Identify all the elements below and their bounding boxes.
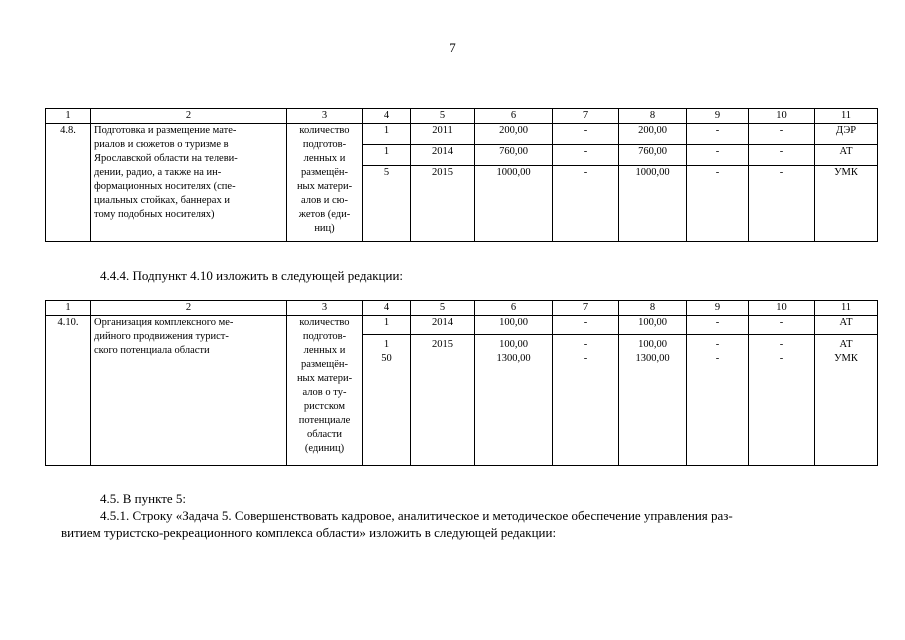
table-item-4-8 — [45, 108, 878, 242]
header-cell: 11 — [815, 109, 878, 124]
text-line: Организация комплексного ме- — [94, 317, 234, 328]
text-line: ленных и — [303, 345, 346, 356]
text-line: УМК — [834, 353, 858, 364]
text-line: 100,00 — [638, 339, 667, 350]
table-cell: 1000,00 — [475, 166, 553, 242]
table-cell: УМК — [815, 166, 878, 242]
header-cell: 4 — [363, 301, 411, 316]
text-line: тому подобных носителях) — [94, 209, 215, 220]
table-row — [46, 124, 878, 145]
table-cell: 1 — [363, 316, 411, 335]
table-cell: - — [553, 316, 619, 335]
table-cell: 100,00 — [619, 316, 687, 335]
text-line: области — [306, 429, 343, 440]
table-header-row — [46, 301, 878, 316]
header-cell: 9 — [687, 301, 749, 316]
text-line: формационных носителях (спе- — [94, 181, 236, 192]
text-line: - — [583, 339, 588, 350]
item-unit — [287, 316, 363, 466]
paragraph-4-4-4: 4.4.4. Подпункт 4.10 изложить в следующей редакции: — [100, 268, 404, 283]
header-cell: 8 — [619, 301, 687, 316]
header-cell: 4 — [363, 109, 411, 124]
text-line: количество — [299, 317, 350, 328]
paragraph-4-5: 4.5. В пункте 5: — [100, 491, 187, 506]
table-cell: - — [687, 124, 749, 145]
header-cell: 10 — [749, 109, 815, 124]
item-number: 4.10. — [46, 316, 91, 466]
text-line: ского потенциала области — [94, 345, 210, 356]
table-cell — [815, 335, 878, 466]
paragraph-4-5-1-line-1: 4.5.1. Строку «Задача 5. Совершенствовать кадровое, аналитическое и методическое обеспечение управления раз- — [100, 508, 733, 523]
table-cell: 760,00 — [619, 145, 687, 166]
text-line: алов и сю- — [300, 195, 349, 206]
text-line: дении, радио, а также на ин- — [94, 167, 222, 178]
text-line: Ярославской области на телеви- — [94, 153, 238, 164]
table-cell — [475, 335, 553, 466]
text-line: 100,00 — [499, 339, 528, 350]
text-line: циальных стойках, баннерах и — [94, 195, 230, 206]
table-row — [46, 316, 878, 335]
item-description — [91, 316, 287, 466]
text-line: - — [779, 353, 784, 364]
text-line: АТ — [839, 339, 853, 350]
table-cell: 2011 — [411, 124, 475, 145]
table-cell: - — [687, 316, 749, 335]
text-line: алов о ту- — [302, 387, 347, 398]
table-cell: - — [749, 145, 815, 166]
text-line: подготов- — [302, 331, 347, 342]
table-cell: 2014 — [411, 145, 475, 166]
item-number: 4.8. — [46, 124, 91, 242]
table-cell: - — [553, 145, 619, 166]
text-line: ниц) — [314, 223, 335, 234]
header-cell: 1 — [46, 301, 91, 316]
table-cell: 100,00 — [475, 316, 553, 335]
paragraph-4-5-1-line-2: витием туристско-рекреационного комплекса области» изложить в следующей редакции: — [61, 525, 557, 540]
table-cell — [411, 335, 475, 466]
text-line: (единиц) — [304, 443, 345, 454]
text-line: размещён- — [300, 167, 349, 178]
header-cell: 6 — [475, 109, 553, 124]
table-cell: ДЭР — [815, 124, 878, 145]
text-line: ных матери- — [296, 373, 353, 384]
item-unit — [287, 124, 363, 242]
page-number: 7 — [449, 40, 456, 55]
text-line: 1300,00 — [496, 353, 531, 364]
text-line: ристском — [303, 401, 346, 412]
header-cell: 6 — [475, 301, 553, 316]
table-cell: - — [553, 166, 619, 242]
table-cell — [749, 335, 815, 466]
header-cell: 8 — [619, 109, 687, 124]
table-cell — [363, 335, 411, 466]
table-cell: - — [687, 145, 749, 166]
table-cell: 2014 — [411, 316, 475, 335]
table-cell: - — [749, 316, 815, 335]
table-cell: 1 — [363, 145, 411, 166]
table-cell: 2015 — [411, 166, 475, 242]
text-line: размещён- — [300, 359, 349, 370]
header-cell: 3 — [287, 109, 363, 124]
text-line: дийного продвижения турист- — [94, 331, 229, 342]
text-line: 1 — [383, 339, 390, 350]
table-cell: 5 — [363, 166, 411, 242]
text-line: 2015 — [432, 339, 453, 350]
table-cell: - — [749, 166, 815, 242]
header-cell: 1 — [46, 109, 91, 124]
table-cell — [687, 335, 749, 466]
text-line: - — [583, 353, 588, 364]
text-line: - — [779, 339, 784, 350]
header-cell: 10 — [749, 301, 815, 316]
text-line: подготов- — [302, 139, 347, 150]
table-cell: - — [687, 166, 749, 242]
text-line: количество — [299, 125, 350, 136]
header-cell: 2 — [91, 109, 287, 124]
text-line: 50 — [381, 353, 392, 364]
header-cell: 3 — [287, 301, 363, 316]
item-description — [91, 124, 287, 242]
header-cell: 5 — [411, 301, 475, 316]
table-cell: АТ — [815, 316, 878, 335]
text-line: ленных и — [303, 153, 346, 164]
table-cell — [619, 335, 687, 466]
text-line: Подготовка и размещение мате- — [94, 125, 237, 136]
table-cell: 200,00 — [475, 124, 553, 145]
text-line: потенциале — [298, 415, 351, 426]
table-cell: 760,00 — [475, 145, 553, 166]
text-line: - — [715, 353, 720, 364]
table-cell: - — [749, 124, 815, 145]
header-cell: 11 — [815, 301, 878, 316]
header-cell: 7 — [553, 109, 619, 124]
table-cell: АТ — [815, 145, 878, 166]
header-cell: 7 — [553, 301, 619, 316]
table-header-row — [46, 109, 878, 124]
table-cell — [553, 335, 619, 466]
table-item-4-10 — [45, 300, 878, 466]
table-cell: 200,00 — [619, 124, 687, 145]
text-line: 1300,00 — [635, 353, 670, 364]
table-cell: 1000,00 — [619, 166, 687, 242]
text-line: ных матери- — [296, 181, 353, 192]
text-line: риалов и сюжетов о туризме в — [94, 139, 229, 150]
header-cell: 2 — [91, 301, 287, 316]
table-cell: 1 — [363, 124, 411, 145]
table-cell: - — [553, 124, 619, 145]
header-cell: 5 — [411, 109, 475, 124]
text-line: - — [715, 339, 720, 350]
text-line: жетов (еди- — [298, 209, 351, 220]
header-cell: 9 — [687, 109, 749, 124]
